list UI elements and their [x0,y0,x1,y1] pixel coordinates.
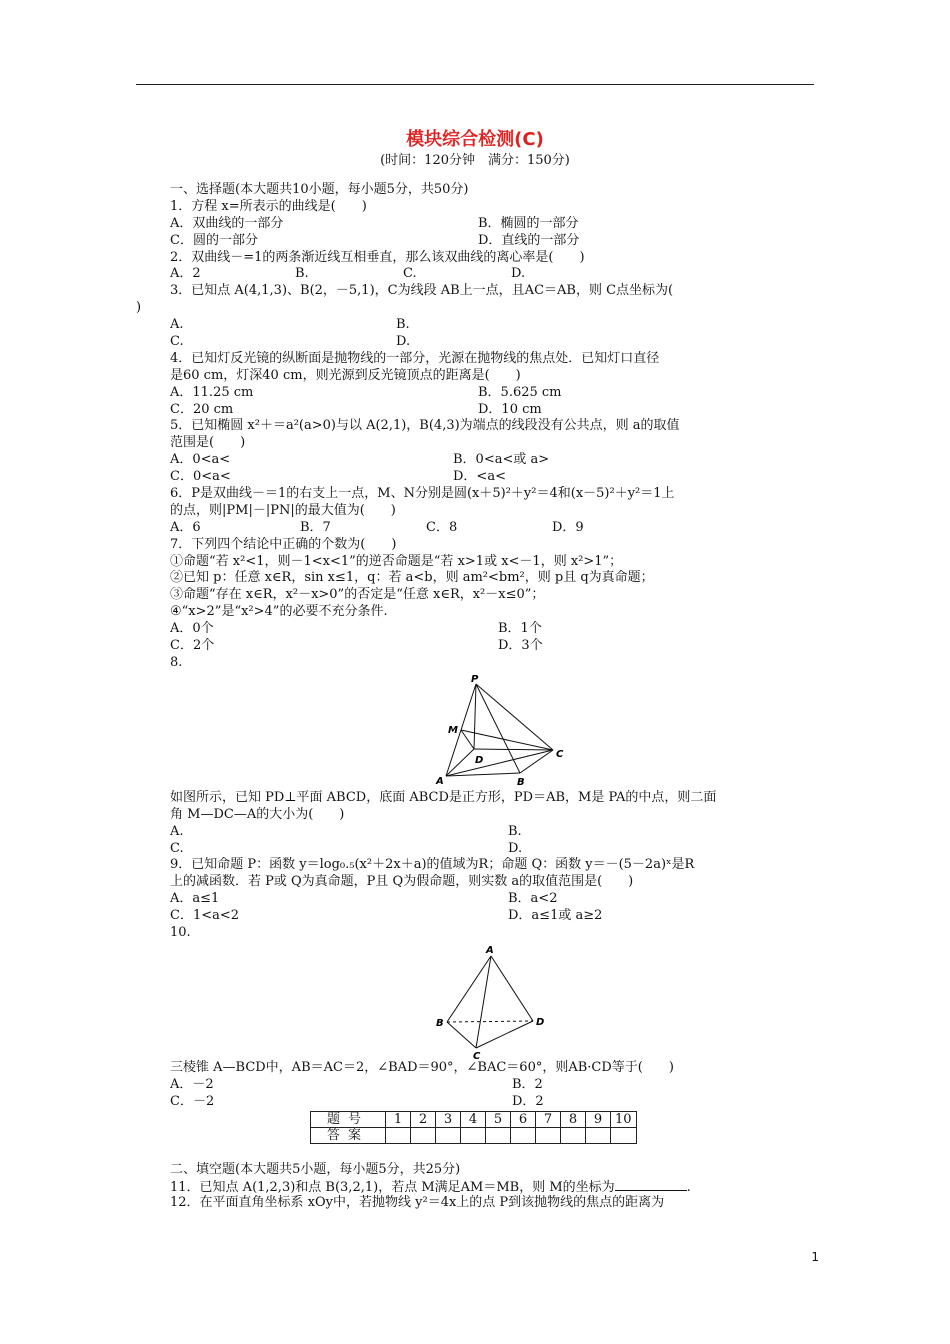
table-cell: 5 [486,1111,511,1127]
option: C．2个 [170,638,215,654]
question-2: 2．双曲线－=1的两条渐近线互相垂直，那么该双曲线的离心率是( ) [170,249,585,265]
label-b: B [436,1017,444,1029]
option: D．2 [512,1093,544,1109]
option: D. [396,334,411,350]
label-c: C [556,748,564,760]
q8-options-row1 [170,824,815,841]
q9-options-row1 [170,891,815,908]
q3-options-row1 [170,317,815,334]
statement-3: ③命题“存在 x∈R，x²－x>0”的否定是“任意 x∈R，x²－x≤0”； [170,587,545,603]
q4-options-row2 [170,402,815,419]
table-row [311,1127,637,1143]
tetrahedron-diagram [170,942,815,1060]
label-a: A [486,944,494,956]
question-4-line2: 是60 cm，灯深40 cm，则光源到反光镜顶点的距离是( ) [170,367,521,383]
q1-options-row1 [170,216,815,233]
option: B. [396,317,410,333]
page-number: 1 [811,1250,819,1264]
answer-cell[interactable] [486,1127,511,1143]
question-8-line2: 角 M—DC—A的大小为( ) [170,806,345,822]
q5-options-row2 [170,469,815,486]
answer-cell[interactable] [586,1127,611,1143]
option: A. [170,317,184,333]
option: B. [295,266,309,282]
option: B. [508,823,522,839]
option: A．双曲线的一部分 [170,215,284,231]
option: B．7 [300,519,331,535]
label-b: B [517,776,525,788]
option: C. [170,840,184,856]
option: A．2 [170,266,201,282]
q8-options-row2 [170,841,815,858]
question-3: 3．已知点 A(4,1,3)、B(2，－5,1)，C为线段 AB上一点，且AC＝AB，则 C点坐标为( [170,283,674,299]
table-header: 答案 [311,1127,386,1143]
q9-options-row2 [170,908,815,925]
option: B．a<2 [508,891,558,907]
table-cell: 1 [386,1111,411,1127]
option: D. [511,266,526,282]
table-cell: 7 [536,1111,561,1127]
q3-options-row2 [170,334,815,351]
option: A．0个 [170,621,214,637]
option: A．11.25 cm [170,384,254,400]
q5-options-row1 [170,452,815,469]
statement-4: ④“x>2”是“x²>4”的必要不充分条件. [170,604,388,620]
page-title: 模块综合检测(C) [406,129,544,150]
q7-options-row1 [170,621,815,638]
answer-cell[interactable] [386,1127,411,1143]
option: A．a≤1 [170,891,220,907]
option: A．－2 [170,1076,214,1092]
option: C．8 [426,519,458,535]
question-5-line1: 5．已知椭圆 x²＋＝a²(a>0)与以 A(2,1)，B(4,3)为端点的线段没有公共点，则 a的取值 [170,418,680,434]
label-a: A [436,775,444,787]
question-9-line2: 上的减函数．若 P或 Q为真命题，P且 Q为假命题，则实数 a的取值范围是( ) [170,874,634,890]
label-p: P [471,673,479,685]
q7-options-row2 [170,638,815,655]
label-m: M [448,724,458,736]
q10-options-row2 [170,1094,815,1111]
table-cell: 6 [511,1111,536,1127]
table-cell: 4 [461,1111,486,1127]
q6-options [170,520,815,537]
question-8-number: 8. [170,654,183,670]
label-d: D [475,754,484,766]
option: C. [170,334,184,350]
table-cell: 2 [411,1111,436,1127]
option: D．3个 [498,638,543,654]
answer-blank[interactable] [615,1178,687,1191]
answer-cell[interactable] [511,1127,536,1143]
table-cell: 8 [561,1111,586,1127]
header-rule [136,84,814,85]
answer-cell[interactable] [411,1127,436,1143]
option: C. [403,266,417,282]
answer-cell[interactable] [561,1127,586,1143]
option: D．<a< [453,469,506,485]
table-cell: 9 [586,1111,611,1127]
question-7: 7．下列四个结论中正确的个数为( ) [170,536,397,552]
question-5-line2: 范围是( ) [170,435,246,451]
table-cell: 10 [611,1111,637,1127]
section-heading: 二、填空题(本大题共5小题，每小题5分，共25分) [170,1161,461,1177]
answer-table [310,1111,637,1144]
answer-cell[interactable] [461,1127,486,1143]
option: D. [508,840,523,856]
exam-content [136,182,815,1212]
option: C．－2 [170,1093,215,1109]
label-d: D [536,1016,545,1028]
option: D．a≤1或 a≥2 [508,908,603,924]
question-12: 12．在平面直角坐标系 xOy中，若抛物线 y²＝4x上的点 P到该抛物线的焦点的距离为 [170,1195,665,1211]
q2-options [170,266,815,283]
table-header: 题号 [311,1111,386,1127]
question-11-end: . [686,1180,691,1196]
option: A. [170,823,184,839]
question-9-line1: 9．已知命题 P：函数 y＝log₀.₅(x²＋2x＋a)的值域为R；命题 Q：函数 y＝－(5－2a)ˣ是R [170,857,695,873]
option: D．10 cm [478,401,542,417]
option: A．6 [170,519,201,535]
question-10-line1: 三棱锥 A—BCD中，AB＝AC＝2，∠BAD＝90°，∠BAC＝60°，则AB·CD等于( ) [170,1059,674,1075]
option: B．2 [512,1076,543,1092]
pyramid-figure [170,672,815,790]
statement-1: ①命题“若 x²<1，则－1<x<1”的逆否命题是“若 x>1或 x<－1，则 x²>1”； [170,553,623,569]
option: C．1<a<2 [170,908,240,924]
question-11 [170,1178,815,1195]
table-row [311,1111,637,1127]
statement-2: ②已知 p：任意 x∈R，sin x≤1，q：若 a<b，则 am²<bm²，则 p且 q为真命题； [170,570,654,586]
question-11-text: 11．已知点 A(1,2,3)和点 B(3,2,1)，若点 M满足AM＝MB，则 M的坐标为 [170,1180,615,1196]
option: C．圆的一部分 [170,232,258,248]
tetrahedron-figure [170,942,815,1060]
label-c: C [473,1050,481,1060]
option: D．直线的一部分 [478,232,580,248]
option: B．椭圆的一部分 [478,215,579,231]
question-6-line1: 6．P是双曲线－＝1的右支上一点，M、N分别是圆(x＋5)²＋y²＝4和(x－5)²＋y²＝1上 [170,486,675,502]
page-subtitle: (时间：120分钟 满分：150分) [380,153,570,168]
question-4-line1: 4．已知灯反光镜的纵断面是抛物线的一部分，光源在抛物线的焦点处．已知灯口直径 [170,350,660,366]
answer-cell[interactable] [436,1127,461,1143]
table-cell: 3 [436,1111,461,1127]
q4-options-row1 [170,385,815,402]
question-10-number: 10. [170,924,191,940]
option: C．0<a< [170,469,231,485]
answer-cell[interactable] [611,1127,637,1143]
option: A．0<a< [170,452,231,468]
question-6-line2: 的点，则|PM|－|PN|的最大值为( ) [170,502,396,518]
question-1: 1．方程 x=所表示的曲线是( ) [170,198,367,214]
question-3-end: ) [136,300,142,316]
option: C．20 cm [170,401,234,417]
answer-cell[interactable] [536,1127,561,1143]
pyramid-diagram [170,672,815,790]
option: B．1个 [498,621,542,637]
question-8-line1: 如图所示，已知 PD⊥平面 ABCD，底面 ABCD是正方形，PD＝AB，M是 PA的中点，则二面 [170,789,717,805]
q1-options-row2 [170,233,815,250]
option: B．0<a<或 a> [453,452,550,468]
q10-options-row1 [170,1077,815,1094]
option: B．5.625 cm [478,384,562,400]
option: D．9 [552,519,584,535]
section-heading: 一、选择题(本大题共10小题，每小题5分，共50分) [170,182,469,197]
